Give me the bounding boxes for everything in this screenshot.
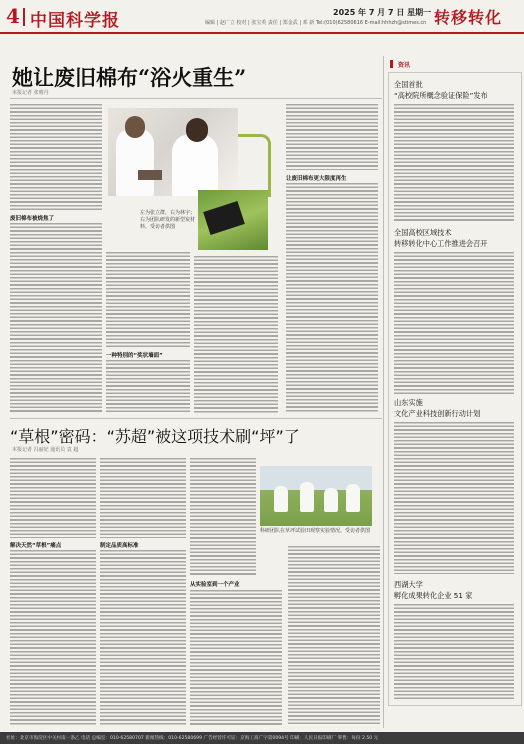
sidebar-item-4-kicker: 西湖大学 (394, 580, 423, 589)
page-header (0, 0, 524, 34)
article2-byline: 本报记者 冯丽妃 通讯员 袁 超 (12, 447, 79, 453)
footer-publisher-info: 社址：北京市海淀区中关村南一条乙 电话 总编室：010-62580707 新闻热线：010-62580699 广告经营许可证：京海工商广字第0094号 印刷：人民日报印刷厂 零售：每份 2.50 元 (6, 736, 379, 741)
article1-col2-text-b (106, 360, 190, 413)
article1-col2-text-a (106, 252, 190, 348)
sidebar-item-2-title: 转移转化中心工作推进会召开 (394, 239, 488, 248)
article2-col1-text-a (10, 458, 96, 538)
sidebar-item-1-kicker: 全国首批 (394, 80, 423, 89)
article1-byline: 本报记者 张晴丹 (12, 90, 49, 96)
page-number-divider (23, 8, 25, 26)
section-title: 转移转化 (434, 8, 503, 27)
article2-col2-text-a (100, 458, 186, 538)
sidebar-item-4-text (394, 604, 514, 700)
issue-date: 2025 年 7 月 7 日 星期一 (333, 8, 432, 17)
page-footer (0, 732, 524, 744)
article1-photo-caption: 左为张立群，右为林宇；右为团队研发的新型炭材料。受访者供图 (140, 210, 196, 230)
page-number: 4 (6, 4, 20, 28)
article2-col2-text-b (100, 550, 186, 726)
article2-col4-text (288, 546, 380, 726)
article1-col1-text-a (10, 104, 102, 212)
article1-col3-text (194, 256, 278, 413)
article-divider (10, 418, 382, 419)
sidebar-item-2-kicker: 全国高校区域技术 (394, 228, 452, 237)
article1-col1-text-b (10, 223, 102, 413)
article2-subhead-2: 制定品质高标准 (100, 543, 139, 549)
article2-col3-text-b (190, 590, 282, 726)
article2-photo-caption: 科研团队在草坪试验田观察实验情况。受访者供图 (260, 528, 371, 534)
article2-col1-text-b (10, 550, 96, 726)
newspaper-masthead: 中国科学报 (30, 11, 120, 31)
article2-subhead-1: 解决天然“草根”痛点 (10, 543, 62, 549)
article2-col3-text-a (190, 458, 256, 576)
article1-photo-researchers (108, 108, 238, 196)
article1-top-rule (10, 98, 382, 99)
sidebar-divider (383, 56, 384, 728)
article1-subhead-1: 废旧棉布被烧焦了 (10, 216, 55, 222)
article1-headline: 她让废旧棉布“浴火重生” (12, 65, 247, 90)
article2-headline: “草根”密码：“苏超”被这项技术刷“坪”了 (10, 427, 300, 446)
article1-col4-text-a (286, 104, 378, 170)
article2-photo-field-researchers (260, 466, 372, 526)
sidebar-item-2-text (394, 252, 514, 394)
article1-photo-material-on-grass (198, 190, 268, 250)
article1-col4-text-b (286, 183, 378, 413)
article1-subhead-2: 一种特别的“奖状墙面” (106, 353, 163, 359)
sidebar-item-4-title: 孵化成果转化企业 51 家 (394, 591, 473, 600)
sidebar-marker (390, 60, 393, 68)
sidebar-item-3-kicker: 山东实施 (394, 398, 423, 407)
sidebar-heading: 资讯 (398, 62, 411, 69)
sidebar-item-1-title: “高校院所概念验证保险”发布 (394, 91, 488, 100)
editor-credits: 编辑 | 赵广立 校对 | 张宝英 责任 | 郑金武 | 邓 新 Tel:(010)62580616 E-mail:hhhzh@stimes.cn (205, 20, 427, 26)
sidebar-item-3-title: 文化产业科技创新行动计划 (394, 409, 481, 418)
article1-subhead-3: 让废旧棉布更大限度再生 (286, 176, 347, 182)
sidebar-item-3-text (394, 422, 514, 574)
article2-subhead-3: 从实验室到一个产业 (190, 582, 240, 588)
sidebar-item-1-text (394, 104, 514, 222)
